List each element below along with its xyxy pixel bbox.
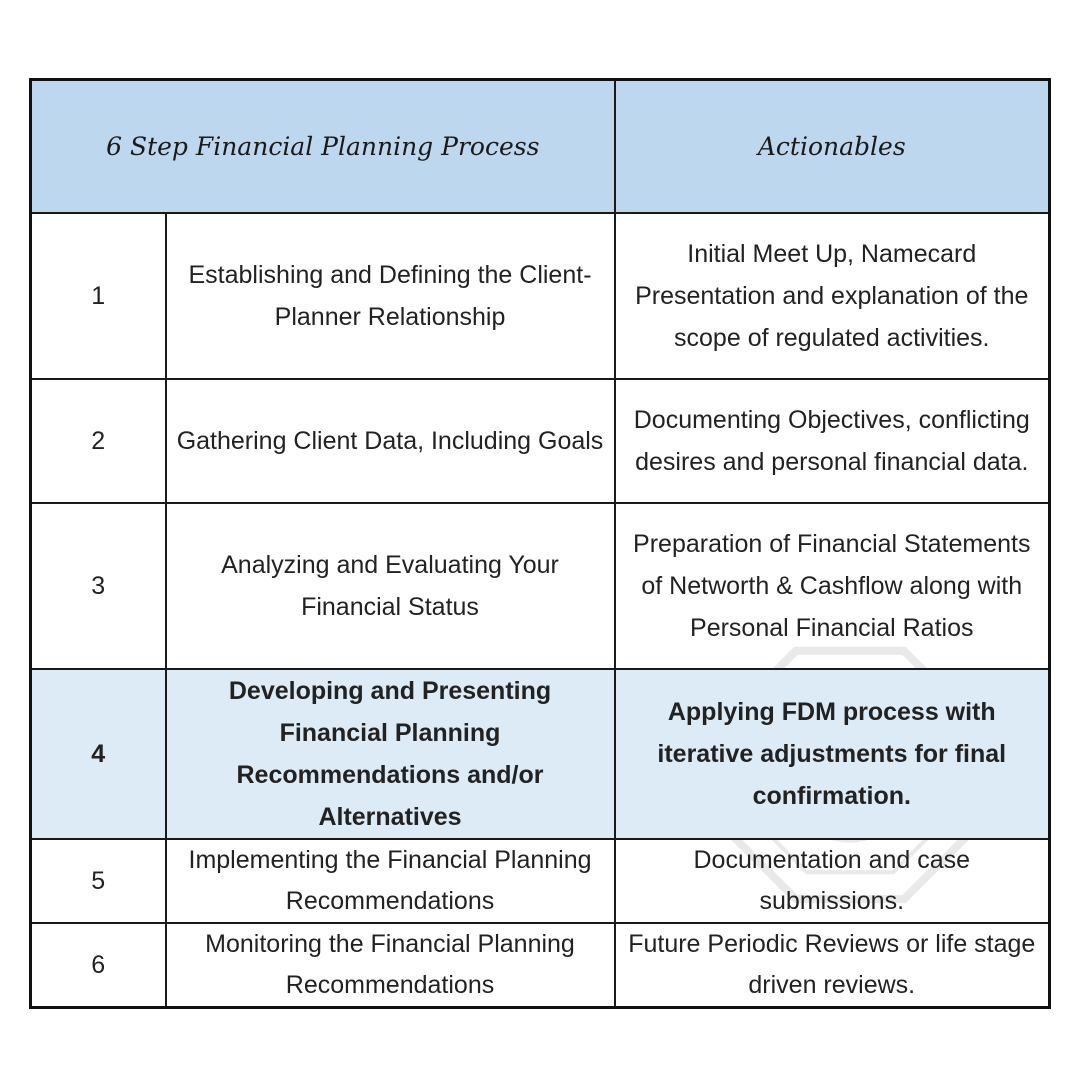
table-row [31,839,1050,923]
actionables-header: Actionables [615,80,1050,214]
table-row-highlighted [31,669,1050,839]
table-row [31,379,1050,503]
step-name: Implementing the Financial Planning Recommendations [166,839,615,923]
step-name: Gathering Client Data, Including Goals [166,379,615,503]
step-actionable: Applying FDM process with iterative adjustments for final confirmation. [615,669,1050,839]
step-actionable: Initial Meet Up, Namecard Presentation and explanation of the scope of regulated activities. [615,213,1050,379]
step-actionable: Documentation and case submissions. [615,839,1050,923]
step-actionable: Future Periodic Reviews or life stage driven reviews. [615,923,1050,1008]
step-actionable: Preparation of Financial Statements of Networth & Cashflow along with Personal Financial Ratios [615,503,1050,669]
table-row [31,503,1050,669]
table-row [31,213,1050,379]
table-header-row [31,80,1050,214]
financial-planning-table [29,78,1051,1009]
step-name: Analyzing and Evaluating Your Financial Status [166,503,615,669]
step-name: Developing and Presenting Financial Planning Recommendations and/or Alternatives [166,669,615,839]
step-name: Establishing and Defining the Client-Planner Relationship [166,213,615,379]
step-number: 2 [31,379,166,503]
step-number: 5 [31,839,166,923]
step-number: 4 [31,669,166,839]
step-name: Monitoring the Financial Planning Recommendations [166,923,615,1008]
step-number: 1 [31,213,166,379]
step-number: 6 [31,923,166,1008]
process-header: 6 Step Financial Planning Process [31,80,615,214]
step-actionable: Documenting Objectives, conflicting desires and personal financial data. [615,379,1050,503]
step-number: 3 [31,503,166,669]
table-row [31,923,1050,1008]
